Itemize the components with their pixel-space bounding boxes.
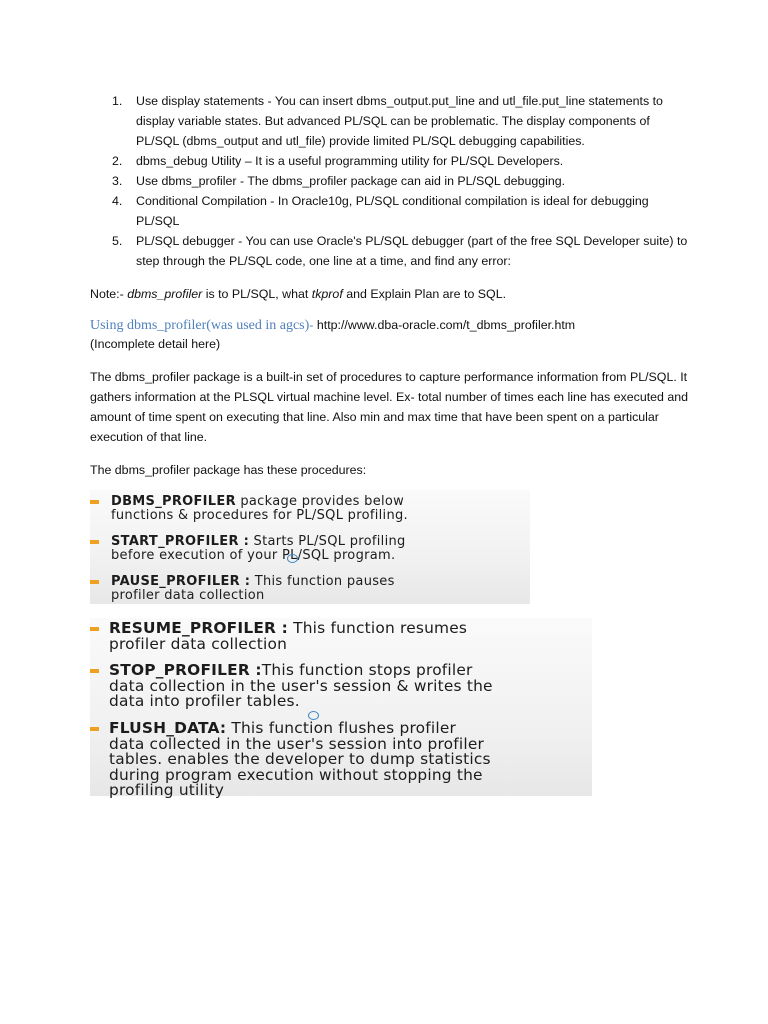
- procedures-slide-image-1: [90, 490, 530, 604]
- procedures-slide-image-2: [90, 618, 592, 799]
- reference-url: http://www.dba-oracle.com/t_dbms_profiler.htm: [316, 318, 576, 332]
- bullet-text: This function stops profiler: [261, 661, 473, 679]
- bullet-text-line: data collection in the user's session & writes the: [109, 676, 493, 695]
- orange-bullet-marker: [90, 727, 99, 731]
- section-heading: Using dbms_profiler(was used in agcs): [90, 318, 310, 333]
- bullet-text-line: profiler data collection: [111, 587, 265, 603]
- orange-bullet-marker: [90, 500, 99, 504]
- list-item: [90, 231, 690, 271]
- slide-bullet-dbms-profiler: [90, 495, 525, 522]
- slide-bullet-start-profiler: [90, 535, 525, 562]
- bullet-keyword: DBMS_PROFILER: [111, 494, 236, 509]
- bullet-text-line: data into profiler tables.: [109, 692, 300, 710]
- list-item-text: Use display statements - You can insert dbms_output.put_line and utl_file.put_line statements to display variable states. But advanced PL/SQL can be problematic. The display components of PL/SQL (dbms_output and utl_file) provide limited PL/SQL debugging capabilities.: [136, 94, 663, 148]
- bullet-text: This function pauses: [250, 574, 395, 589]
- bullet-text-line: profiling utility: [109, 781, 224, 799]
- note-term-tkprof: tkprof: [311, 287, 343, 301]
- bullet-keyword: FLUSH_DATA:: [109, 719, 227, 737]
- list-number: 5.: [112, 234, 123, 248]
- bullet-keyword: STOP_PROFILER :: [109, 661, 262, 679]
- bullet-text-line: during program execution without stopping the: [109, 765, 483, 784]
- list-number: 3.: [112, 174, 123, 188]
- list-item: [90, 91, 690, 151]
- bullet-text: This function resumes: [288, 619, 468, 637]
- note-text: is to PL/SQL, what: [202, 287, 312, 301]
- note-label: Note:-: [90, 287, 128, 301]
- bullet-text: Starts PL/SQL profiling: [249, 534, 406, 549]
- note-line: [90, 284, 690, 304]
- list-item-text: Conditional Compilation - In Oracle10g, PL/SQL conditional compilation is ideal for debugging PL/SQL: [136, 194, 649, 228]
- slide-bullet-pause-profiler: [90, 575, 525, 602]
- orange-bullet-marker: [90, 580, 99, 584]
- list-number: 4.: [112, 194, 123, 208]
- procedures-heading: The dbms_profiler package has these procedures:: [90, 463, 367, 477]
- bullet-text: This function flushes profiler: [226, 719, 457, 737]
- bullet-text-line: data collected in the user's session into profiler: [109, 734, 485, 753]
- bullet-text: package provides below: [235, 494, 405, 509]
- debugging-methods-list: [90, 91, 690, 271]
- bullet-text-line: profiler data collection: [109, 634, 288, 653]
- list-item: [90, 151, 690, 171]
- bullet-text-line: functions & procedures for PL/SQL profiling.: [111, 507, 408, 523]
- orange-bullet-marker: [90, 627, 99, 631]
- cursor-loop-icon: [308, 711, 319, 720]
- bullet-keyword: PAUSE_PROFILER :: [111, 574, 251, 589]
- using-dbms-profiler-section: [90, 316, 690, 354]
- description-paragraph: The dbms_profiler package is a built-in set of procedures to capture performance information from PL/SQL. It gathers information at the PLSQL virtual machine level. Ex- total number of times each line has executed and amount of time spent on executing that line. Also min and max time that have been spent on a particular execution of that line.: [90, 370, 689, 444]
- bullet-keyword: START_PROFILER :: [111, 534, 250, 549]
- slide-bullet-stop-profiler: [90, 663, 590, 710]
- orange-bullet-marker: [90, 540, 99, 544]
- incomplete-detail-note: (Incomplete detail here): [90, 337, 221, 351]
- list-item-text: Use dbms_profiler - The dbms_profiler package can aid in PL/SQL debugging.: [136, 174, 566, 188]
- heading-dash: -: [309, 318, 317, 332]
- slide-bullet-flush-data: [90, 721, 590, 799]
- slide-bullet-resume-profiler: [90, 621, 590, 652]
- bullet-text-line: tables. enables the developer to dump statistics: [109, 750, 491, 768]
- list-item: [90, 191, 690, 231]
- cursor-loop-icon: [287, 554, 298, 563]
- bullet-keyword: RESUME_PROFILER :: [109, 619, 289, 637]
- list-item-text: dbms_debug Utility – It is a useful programming utility for PL/SQL Developers.: [136, 154, 564, 168]
- list-item: [90, 171, 690, 191]
- note-text-end: and Explain Plan are to SQL.: [342, 287, 507, 301]
- list-number: 2.: [112, 154, 123, 168]
- list-item-text: PL/SQL debugger - You can use Oracle's PL/SQL debugger (part of the free SQL Developer suite) to step through the PL/SQL code, one line at a time, and find any error:: [136, 234, 688, 268]
- note-term-dbms-profiler: dbms_profiler: [127, 287, 203, 301]
- orange-bullet-marker: [90, 669, 99, 673]
- bullet-text-line: before execution of your PL/SQL program.: [111, 547, 396, 563]
- list-number: 1.: [112, 94, 123, 108]
